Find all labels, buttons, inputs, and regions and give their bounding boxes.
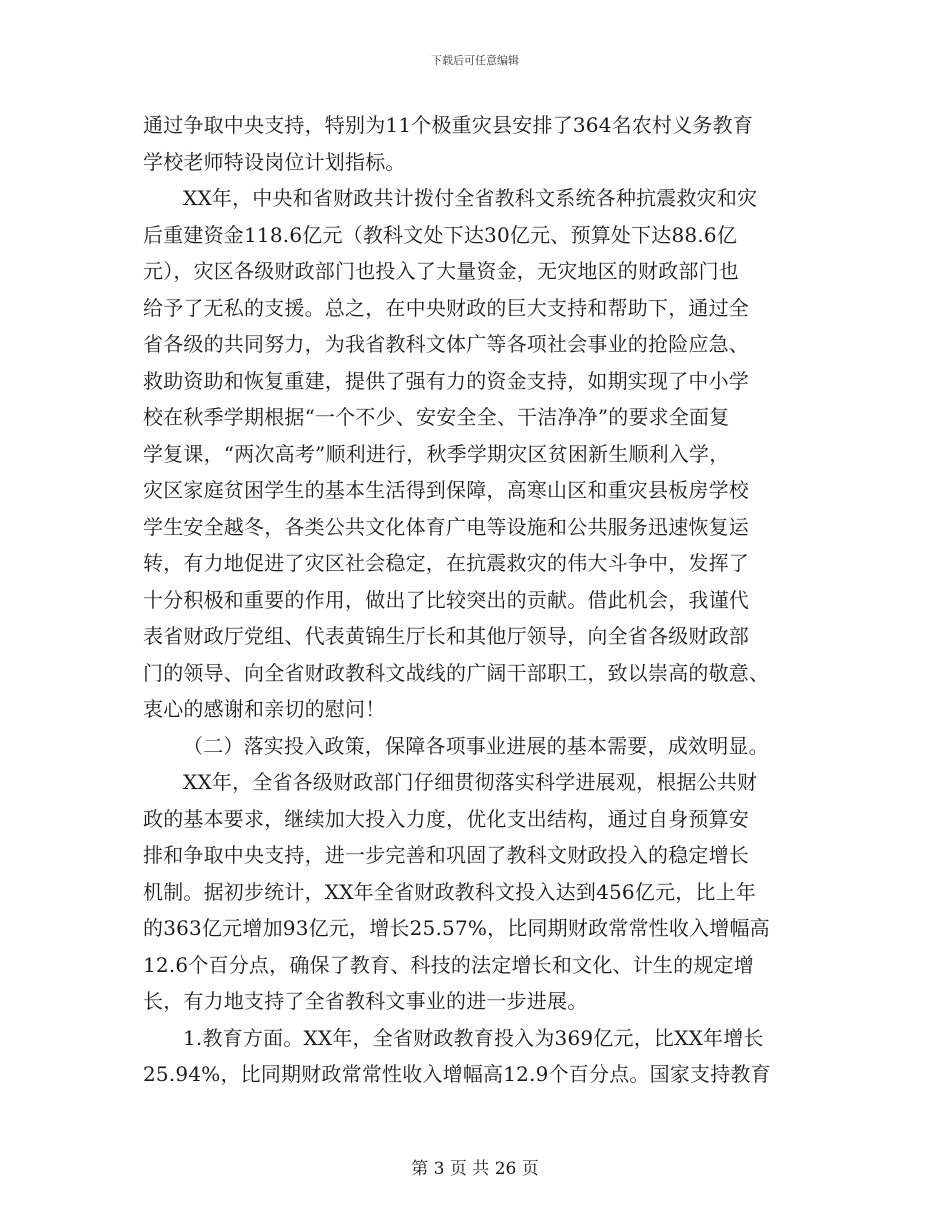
text-line: 救助资助和恢复重建，提供了强有力的资金支持，如期实现了中小学 [143,368,749,393]
text-line: 1.教育方面。XX年，全省财政教育投入为369亿元，比XX年增长 [183,1025,764,1050]
text-line: 元），灾区各级财政部门也投入了大量资金，无灾地区的财政部门也 [143,259,739,283]
text-line: 机制。据初步统计，XX年全省财政教科文投入达到456亿元，比上年 [143,879,757,904]
page-header: 下载后可任意编辑 [431,54,519,67]
page-footer: 第 3 页 共 26 页 [411,1159,539,1179]
text-line: （二）落实投入政策，保障各项事业进展的基本需要，成效明显。 [183,733,769,758]
text-line: 学校老师特设岗位计划指标。 [143,149,406,174]
text-line: XX年，全省各级财政部门仔细贯彻落实科学进展观，根据公共财 [183,770,758,794]
text-line: 转，有力地促进了灾区社会稳定，在抗震救灾的伟大斗争中，发挥了 [143,551,749,575]
text-line: 给予了无私的支援。总之，在中央财政的巨大支持和帮助下，通过全 [143,295,749,320]
text-line: 的363亿元增加93亿元，增长25.57%，比同期财政常常性收入增幅高 [143,916,770,940]
text-line: 12.6个百分点，确保了教育、科技的法定增长和文化、计生的规定增 [143,952,754,977]
text-line: 灾区家庭贫困学生的基本生活得到保障，高寒山区和重灾县板房学校 [143,478,749,502]
text-line: 衷心的感谢和亲切的慰问！ [143,697,386,721]
text-line: XX年，中央和省财政共计拨付全省教科文系统各种抗震救灾和灾 [183,186,758,210]
text-line: 排和争取中央支持，进一步完善和巩固了教科文财政投入的稳定增长 [143,843,749,867]
text-line: 后重建资金118.6亿元（教科文处下达30亿元、预算处下达88.6亿 [143,222,738,247]
text-line: 学复课，“两次高考”顺利进行，秋季学期灾区贫困新生顺利入学， [143,441,730,466]
text-line: 表省财政厅党组、代表黄锦生厅长和其他厅领导，向全省各级财政部 [143,624,749,648]
text-line: 十分积极和重要的作用，做出了比较突出的贡献。借此机会，我谨代 [143,587,749,612]
text-line: 门的领导、向全省财政教科文战线的广阔干部职工，致以崇高的敬意、 [143,660,770,685]
text-line: 学生安全越冬，各类公共文化体育广电等设施和公共服务迅速恢复运 [143,514,749,539]
text-line: 省各级的共同努力，为我省教科文体广等各项社会事业的抢险应急、 [143,332,749,356]
text-line: 校在秋季学期根据“一个不少、安安全全、干洁净净”的要求全面复 [143,405,730,429]
document-body [143,107,823,1093]
text-line: 通过争取中央支持，特别为11个极重灾县安排了364名农村义务教育 [143,113,754,137]
text-line: 长，有力地支持了全省教科文事业的进一步进展。 [143,989,588,1013]
text-line: 25.94%，比同期财政常常性收入增幅高12.9个百分点。国家支持教育 [143,1062,771,1086]
text-line: 政的基本要求，继续加大投入力度，优化支出结构，通过自身预算安 [143,806,749,831]
